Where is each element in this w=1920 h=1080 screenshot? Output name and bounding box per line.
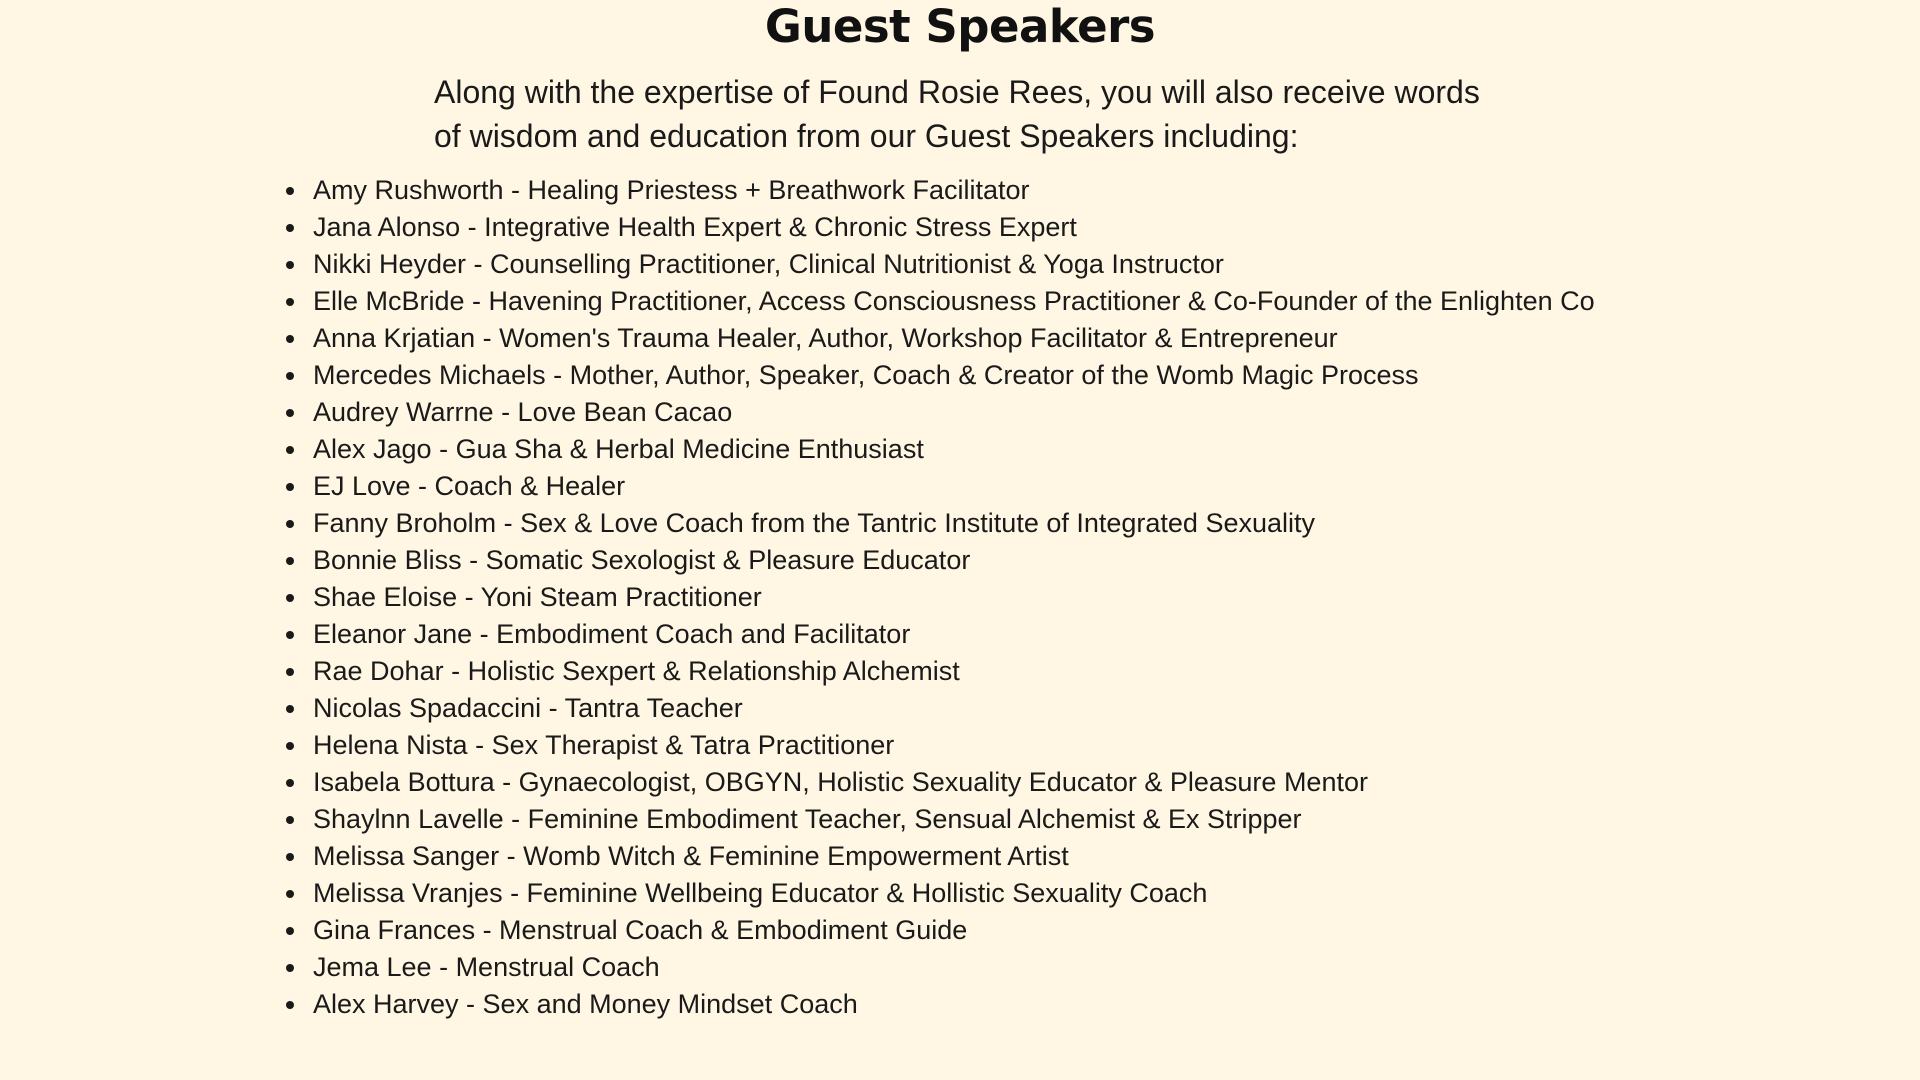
bullet-icon [286,816,294,824]
speaker-text: Melissa Vranjes - Feminine Wellbeing Educator & Hollistic Sexuality Coach [313,878,1208,908]
speaker-text: Eleanor Jane - Embodiment Coach and Facilitator [313,619,911,649]
bullet-icon [286,261,294,269]
speaker-text: Nikki Heyder - Counselling Practitioner, Clinical Nutritionist & Yoga Instructor [313,249,1224,279]
speaker-text: Audrey Warrne - Love Bean Cacao [313,397,733,427]
intro-line-2: of wisdom and education from our Guest Speakers including: [434,118,1299,154]
speaker-text: Alex Harvey - Sex and Money Mindset Coach [313,989,858,1019]
list-item [284,357,1595,394]
bullet-icon [286,520,294,528]
speaker-text: Gina Frances - Menstrual Coach & Embodiment Guide [313,915,968,945]
speaker-text: Elle McBride - Havening Practitioner, Access Consciousness Practitioner & Co-Founder of the Enlighten Co [313,286,1595,316]
intro-paragraph [434,70,1514,158]
list-item [284,505,1595,542]
list-item [284,949,1595,986]
list-item [284,579,1595,616]
bullet-icon [286,557,294,565]
speaker-text: Shae Eloise - Yoni Steam Practitioner [313,582,762,612]
bullet-icon [286,779,294,787]
bullet-icon [286,187,294,195]
bullet-icon [286,853,294,861]
list-item [284,986,1595,1023]
list-item [284,394,1595,431]
bullet-icon [286,224,294,232]
bullet-icon [286,446,294,454]
list-item [284,838,1595,875]
speaker-text: Nicolas Spadaccini - Tantra Teacher [313,693,743,723]
list-item [284,431,1595,468]
speaker-text: Melissa Sanger - Womb Witch & Feminine Empowerment Artist [313,841,1069,871]
bullet-icon [286,483,294,491]
list-item [284,542,1595,579]
intro-line-1: Along with the expertise of Found Rosie Rees, you will also receive words [434,74,1480,110]
bullet-icon [286,927,294,935]
list-item [284,246,1595,283]
speaker-text: Shaylnn Lavelle - Feminine Embodiment Teacher, Sensual Alchemist & Ex Stripper [313,804,1302,834]
list-item [284,690,1595,727]
list-item [284,912,1595,949]
bullet-icon [286,298,294,306]
bullet-icon [286,335,294,343]
list-item [284,172,1595,209]
speaker-text: Bonnie Bliss - Somatic Sexologist & Pleasure Educator [313,545,971,575]
list-item [284,875,1595,912]
speaker-text: Amy Rushworth - Healing Priestess + Breathwork Facilitator [313,175,1030,205]
bullet-icon [286,372,294,380]
list-item [284,320,1595,357]
speaker-text: Anna Krjatian - Women's Trauma Healer, Author, Workshop Facilitator & Entrepreneur [313,323,1338,353]
speaker-text: Fanny Broholm - Sex & Love Coach from the Tantric Institute of Integrated Sexuality [313,508,1316,538]
speaker-text: Alex Jago - Gua Sha & Herbal Medicine Enthusiast [313,434,924,464]
list-item [284,209,1595,246]
list-item [284,283,1595,320]
speaker-text: EJ Love - Coach & Healer [313,471,626,501]
page-title: Guest Speakers [764,0,1156,53]
list-item [284,653,1595,690]
speaker-list [284,172,1595,1023]
bullet-icon [286,668,294,676]
list-item [284,764,1595,801]
bullet-icon [286,409,294,417]
speaker-text: Rae Dohar - Holistic Sexpert & Relationship Alchemist [313,656,960,686]
bullet-icon [286,1001,294,1009]
bullet-icon [286,964,294,972]
speaker-text: Isabela Bottura - Gynaecologist, OBGYN, Holistic Sexuality Educator & Pleasure Mentor [313,767,1368,797]
bullet-icon [286,890,294,898]
bullet-icon [286,705,294,713]
speaker-text: Helena Nista - Sex Therapist & Tatra Practitioner [313,730,895,760]
bullet-icon [286,594,294,602]
speaker-text: Mercedes Michaels - Mother, Author, Speaker, Coach & Creator of the Womb Magic Process [313,360,1419,390]
list-item [284,468,1595,505]
speaker-text: Jema Lee - Menstrual Coach [313,952,660,982]
list-item [284,616,1595,653]
bullet-icon [286,742,294,750]
list-item [284,801,1595,838]
speaker-text: Jana Alonso - Integrative Health Expert & Chronic Stress Expert [313,212,1077,242]
list-item [284,727,1595,764]
bullet-icon [286,631,294,639]
